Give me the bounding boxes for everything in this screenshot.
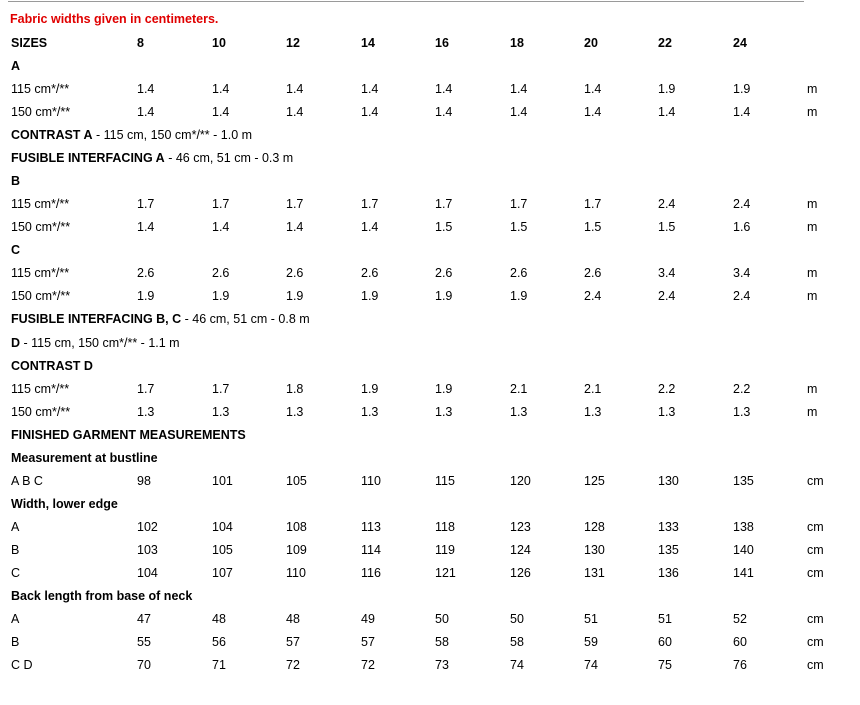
value-cell: 48 [212, 612, 226, 626]
value-cell: 50 [435, 612, 449, 626]
value-cell: 1.4 [435, 105, 453, 120]
section-heading-row [0, 447, 860, 470]
measurement-row [0, 193, 860, 216]
row-label: 150 cm*/** [11, 289, 71, 304]
value-cell: 1.4 [584, 82, 602, 96]
value-cell: 1.4 [435, 82, 453, 96]
value-cell: 1.7 [212, 381, 230, 396]
value-cell: 130 [584, 542, 605, 557]
value-cell: 128 [584, 519, 605, 534]
value-cell: 101 [212, 473, 233, 488]
section-heading-row [0, 493, 860, 516]
size-header: 16 [435, 36, 449, 50]
value-cell: 1.4 [137, 105, 155, 120]
value-cell: 1.9 [435, 381, 453, 396]
section-heading: CONTRAST D [11, 358, 93, 373]
row-label: 150 cm*/** [11, 404, 71, 419]
measurement-row [0, 285, 860, 308]
value-cell: 72 [361, 658, 375, 672]
size-header: 14 [361, 36, 375, 50]
value-cell: 1.3 [137, 404, 155, 419]
value-cell: 2.6 [435, 266, 453, 281]
value-cell: 103 [137, 542, 158, 557]
requirement-note-row [0, 124, 860, 147]
value-cell: 123 [510, 519, 531, 534]
measurement-row [0, 101, 860, 124]
row-label: 150 cm*/** [11, 105, 71, 120]
value-cell: 2.6 [361, 266, 379, 281]
value-cell: 113 [361, 519, 381, 534]
value-cell: 1.3 [510, 404, 528, 419]
value-cell: 1.9 [510, 289, 528, 304]
value-cell: 110 [286, 565, 306, 580]
requirement-text: - 46 cm, 51 cm - 0.3 m [164, 151, 294, 166]
unit-label: cm [807, 565, 824, 580]
requirement-note-row [0, 147, 860, 170]
value-cell: 125 [584, 473, 605, 488]
section-heading: FINISHED GARMENT MEASUREMENTS [11, 427, 246, 442]
value-cell: 118 [435, 519, 455, 534]
value-cell: 1.4 [510, 105, 528, 120]
value-cell: 51 [584, 612, 598, 626]
value-cell: 2.4 [658, 289, 676, 304]
value-cell: 1.3 [584, 404, 602, 419]
value-cell: 1.4 [361, 220, 379, 235]
value-cell: 58 [435, 635, 449, 649]
section-heading-row [0, 55, 860, 78]
row-label: 150 cm*/** [11, 220, 71, 235]
value-cell: 1.5 [584, 220, 602, 235]
unit-label: m [807, 266, 818, 281]
measurement-row [0, 470, 860, 493]
unit-label: m [807, 404, 818, 419]
unit-label: m [807, 197, 818, 212]
value-cell: 1.7 [137, 381, 155, 396]
size-header: 24 [733, 36, 747, 50]
value-cell: 1.9 [435, 289, 453, 304]
measurement-row [0, 631, 860, 654]
value-cell: 1.4 [286, 105, 304, 120]
value-cell: 135 [658, 542, 679, 557]
value-cell: 1.9 [361, 289, 379, 304]
value-cell: 1.3 [286, 404, 304, 419]
value-cell: 140 [733, 542, 754, 557]
value-cell: 1.9 [733, 82, 751, 96]
value-cell: 60 [733, 635, 747, 649]
value-cell: 2.4 [584, 289, 602, 304]
value-cell: 1.4 [212, 105, 230, 120]
size-header: 12 [286, 36, 300, 50]
row-label: 115 cm*/** [11, 266, 70, 281]
requirement-label: D [11, 335, 21, 350]
value-cell: 70 [137, 658, 151, 672]
value-cell: 1.9 [286, 289, 304, 304]
value-cell: 2.6 [137, 266, 155, 281]
value-cell: 2.6 [510, 266, 528, 281]
requirement-note-row [0, 308, 860, 331]
value-cell: 2.2 [733, 381, 751, 396]
value-cell: 1.4 [286, 220, 304, 235]
value-cell: 2.2 [658, 381, 676, 396]
value-cell: 1.4 [584, 105, 602, 120]
sizes-label: SIZES [11, 36, 48, 50]
value-cell: 72 [286, 658, 300, 672]
value-cell: 2.6 [286, 266, 304, 281]
value-cell: 56 [212, 635, 226, 649]
requirement-text: - 46 cm, 51 cm - 0.8 m [181, 312, 310, 327]
size-header: 20 [584, 36, 598, 50]
value-cell: 1.7 [286, 197, 304, 212]
sizes-header-row [0, 32, 860, 55]
unit-label: cm [807, 473, 824, 488]
value-cell: 3.4 [658, 266, 676, 281]
value-cell: 136 [658, 565, 679, 580]
measurement-row [0, 401, 860, 424]
value-cell: 1.3 [733, 404, 751, 419]
row-label: C D [11, 658, 33, 672]
value-cell: 1.5 [658, 220, 676, 235]
value-cell: 1.3 [361, 404, 379, 419]
requirement-label: FUSIBLE INTERFACING B, C [11, 312, 182, 327]
measurement-row [0, 608, 860, 631]
value-cell: 74 [510, 658, 524, 672]
value-cell: 49 [361, 612, 375, 626]
value-cell: 2.4 [733, 197, 751, 212]
value-cell: 59 [584, 635, 598, 649]
value-cell: 2.4 [733, 289, 751, 304]
value-cell: 1.9 [658, 82, 676, 96]
requirement-note-row [0, 332, 860, 355]
value-cell: 105 [212, 542, 233, 557]
measurement-row [0, 539, 860, 562]
value-cell: 1.4 [137, 82, 155, 96]
value-cell: 1.9 [212, 289, 230, 304]
value-cell: 57 [286, 635, 300, 649]
section-heading: Width, lower edge [11, 496, 118, 511]
value-cell: 119 [435, 542, 455, 557]
unit-label: m [807, 82, 818, 96]
unit-label: cm [807, 612, 824, 626]
value-cell: 1.9 [137, 289, 155, 304]
requirement-label: FUSIBLE INTERFACING A [11, 151, 165, 166]
size-header: 8 [137, 36, 144, 50]
value-cell: 121 [435, 565, 456, 580]
value-cell: 1.4 [658, 105, 676, 120]
value-cell: 2.6 [584, 266, 602, 281]
value-cell: 115 [435, 473, 455, 488]
measurement-row [0, 654, 860, 677]
section-heading-row [0, 239, 860, 262]
measurement-row [0, 516, 860, 539]
unit-label: cm [807, 658, 824, 672]
value-cell: 1.9 [361, 381, 379, 396]
value-cell: 50 [510, 612, 524, 626]
fabric-width-note: Fabric widths given in centimeters. [10, 12, 219, 26]
value-cell: 75 [658, 658, 672, 672]
row-label: A [11, 612, 20, 626]
section-heading-row [0, 355, 860, 378]
value-cell: 47 [137, 612, 151, 626]
section-heading-row [0, 424, 860, 447]
row-label: B [11, 635, 20, 649]
value-cell: 138 [733, 519, 754, 534]
value-cell: 1.7 [584, 197, 602, 212]
value-cell: 1.8 [286, 381, 304, 396]
section-heading: A [11, 59, 21, 73]
requirement-text: - 115 cm, 150 cm*/** - 1.0 m [92, 128, 253, 143]
value-cell: 1.4 [212, 220, 230, 235]
value-cell: 48 [286, 612, 300, 626]
value-cell: 124 [510, 542, 531, 557]
value-cell: 1.5 [510, 220, 528, 235]
unit-label: cm [807, 635, 824, 649]
value-cell: 116 [361, 565, 381, 580]
value-cell: 1.4 [212, 82, 230, 96]
size-header: 18 [510, 36, 524, 50]
value-cell: 1.7 [361, 197, 379, 212]
value-cell: 73 [435, 658, 449, 672]
value-cell: 1.7 [212, 197, 230, 212]
value-cell: 2.1 [510, 381, 528, 396]
row-label: B [11, 542, 20, 557]
row-label: A B C [11, 473, 43, 488]
value-cell: 60 [658, 635, 672, 649]
value-cell: 1.3 [435, 404, 453, 419]
unit-label: m [807, 105, 818, 120]
value-cell: 1.6 [733, 220, 751, 235]
value-cell: 1.3 [212, 404, 230, 419]
value-cell: 114 [361, 542, 381, 557]
value-cell: 1.4 [510, 82, 528, 96]
unit-label: m [807, 289, 818, 304]
value-cell: 57 [361, 635, 375, 649]
row-label: A [11, 519, 20, 534]
value-cell: 131 [584, 565, 605, 580]
value-cell: 102 [137, 519, 158, 534]
value-cell: 58 [510, 635, 524, 649]
row-label: 115 cm*/** [11, 197, 70, 212]
value-cell: 135 [733, 473, 754, 488]
value-cell: 104 [212, 519, 233, 534]
section-heading: Back length from base of neck [11, 588, 193, 603]
value-cell: 2.1 [584, 381, 602, 396]
value-cell: 98 [137, 473, 151, 488]
section-heading: C [11, 243, 21, 258]
section-heading-row [0, 170, 860, 193]
value-cell: 1.4 [137, 220, 155, 235]
value-cell: 126 [510, 565, 531, 580]
value-cell: 51 [658, 612, 672, 626]
value-cell: 71 [212, 658, 226, 672]
section-heading: B [11, 174, 21, 189]
measurement-row [0, 216, 860, 239]
unit-label: cm [807, 542, 824, 557]
value-cell: 133 [658, 519, 679, 534]
value-cell: 120 [510, 473, 531, 488]
value-cell: 110 [361, 473, 381, 488]
value-cell: 1.7 [435, 197, 453, 212]
measurement-row [0, 378, 860, 401]
row-label: 115 cm*/** [11, 82, 70, 96]
section-heading: Measurement at bustline [11, 450, 158, 465]
value-cell: 2.4 [658, 197, 676, 212]
value-cell: 3.4 [733, 266, 751, 281]
row-label: C [11, 565, 21, 580]
value-cell: 104 [137, 565, 158, 580]
measurement-row [0, 562, 860, 585]
value-cell: 76 [733, 658, 747, 672]
size-header: 10 [212, 36, 226, 50]
section-heading-row [0, 585, 860, 608]
value-cell: 141 [733, 565, 754, 580]
unit-label: cm [807, 519, 824, 534]
value-cell: 1.7 [510, 197, 528, 212]
size-header: 22 [658, 36, 672, 50]
unit-label: m [807, 220, 818, 235]
value-cell: 1.4 [733, 105, 751, 120]
requirement-text: - 115 cm, 150 cm*/** - 1.1 m [20, 335, 180, 350]
value-cell: 1.5 [435, 220, 453, 235]
unit-label: m [807, 381, 818, 396]
value-cell: 107 [212, 565, 233, 580]
value-cell: 109 [286, 542, 307, 557]
value-cell: 1.4 [361, 82, 379, 96]
value-cell: 130 [658, 473, 679, 488]
value-cell: 105 [286, 473, 307, 488]
requirement-label: CONTRAST A [11, 128, 93, 143]
value-cell: 108 [286, 519, 307, 534]
measurement-row [0, 78, 860, 101]
value-cell: 1.3 [658, 404, 676, 419]
value-cell: 2.6 [212, 266, 230, 281]
value-cell: 74 [584, 658, 598, 672]
row-label: 115 cm*/** [11, 381, 70, 396]
value-cell: 1.4 [286, 82, 304, 96]
measurement-row [0, 262, 860, 285]
top-divider [8, 1, 804, 2]
value-cell: 52 [733, 612, 747, 626]
value-cell: 1.7 [137, 197, 155, 212]
value-cell: 1.4 [361, 105, 379, 120]
value-cell: 55 [137, 635, 151, 649]
